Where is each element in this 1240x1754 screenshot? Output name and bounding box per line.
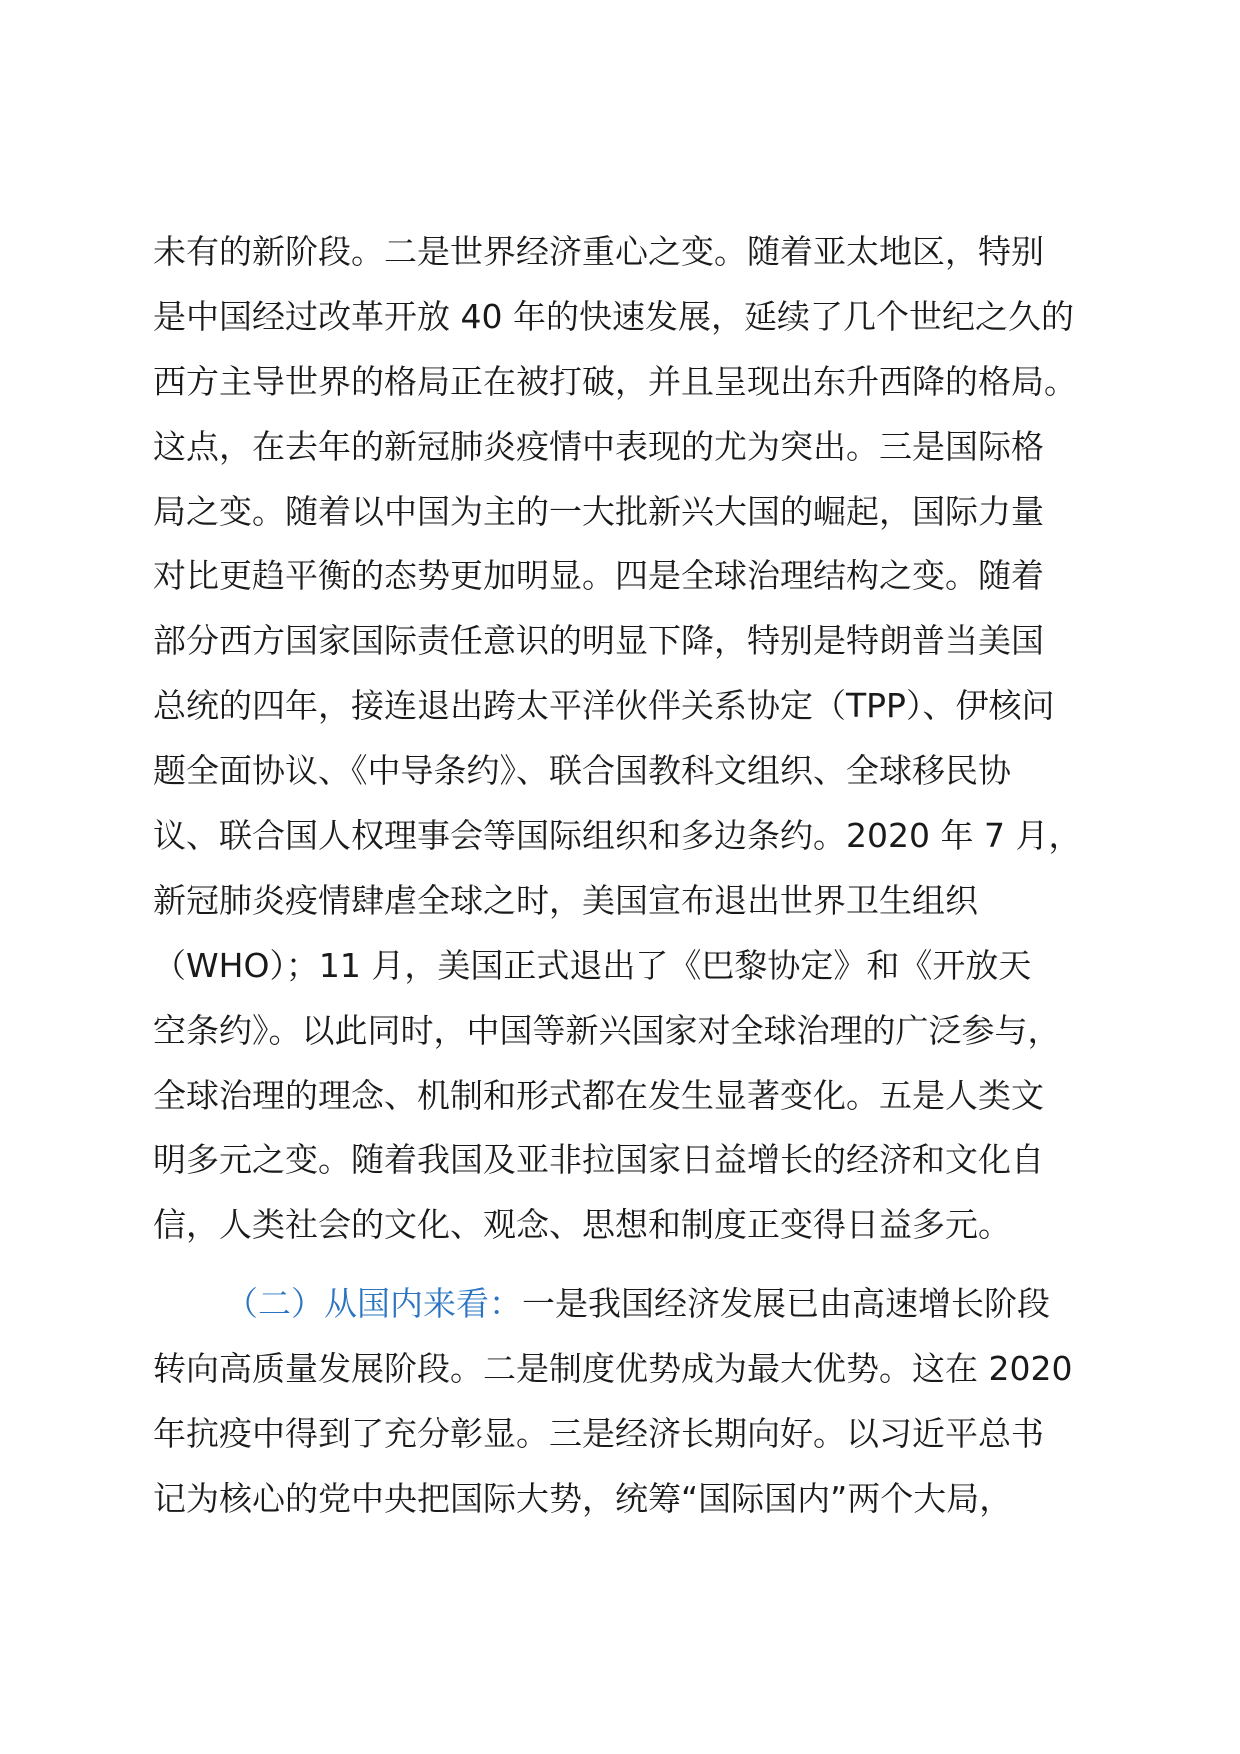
document-body [153,220,1113,1532]
paragraph-domestic-view [153,1272,1113,1532]
text-line: （WHO）；11 月，美国正式退出了《巴黎协定》和《开放天 [153,945,1032,985]
section-heading: （二）从国内来看： [225,1284,522,1324]
text-line: 全球治理的理念、机制和形式都在发生显著变化。五是人类文 [153,1075,1044,1115]
text-line-first [153,1272,1113,1337]
text-line: 未有的新阶段。二是世界经济重心之变。随着亚太地区，特别 [153,232,1044,271]
text-line: 新冠肺炎疫情肆虐全球之时，美国宣布退出世界卫生组织 [153,880,978,920]
text-line: 总统的四年，接连退出跨太平洋伙伴关系协定（TPP）、伊核问 [153,686,1055,726]
text-line: 西方主导世界的格局正在被打破，并且呈现出东升西降的格局。 [153,361,1077,401]
text-line: 记为核心的党中央把国际大势，统筹“国际国内”两个大局， [153,1478,1013,1518]
text-line: 题全面协议、《中导条约》、联合国教科文组织、全球移民协 [153,751,1011,791]
text-line: 局之变。随着以中国为主的一大批新兴大国的崛起，国际力量 [153,491,1044,531]
paragraph-global-changes [153,220,1113,1258]
text-line-rest: 一是我国经济发展已由高速增长阶段 [522,1284,1050,1324]
text-line: 空条约》。以此同时，中国等新兴国家对全球治理的广泛参与， [153,1010,1061,1050]
text-line: 是中国经过改革开放 40 年的快速发展，延续了几个世纪之久的 [153,296,1074,336]
text-line: 转向高质量发展阶段。二是制度优势成为最大优势。这在 2020 [153,1349,1073,1389]
text-line: 部分西方国家国际责任意识的明显下降，特别是特朗普当美国 [153,621,1044,661]
text-line: 年抗疫中得到了充分彰显。三是经济长期向好。以习近平总书 [153,1414,1044,1454]
text-line: 这点，在去年的新冠肺炎疫情中表现的尤为突出。三是国际格 [153,426,1044,466]
paragraph-spacing [153,1258,1113,1272]
text-line: 对比更趋平衡的态势更加明显。四是全球治理结构之变。随着 [153,556,1044,596]
text-line: 信，人类社会的文化、观念、思想和制度正变得日益多元。 [153,1205,1011,1245]
text-line: 明多元之变。随着我国及亚非拉国家日益增长的经济和文化自 [153,1140,1044,1180]
text-line: 议、联合国人权理事会等国际组织和多边条约。2020 年 7 月， [153,816,1082,856]
